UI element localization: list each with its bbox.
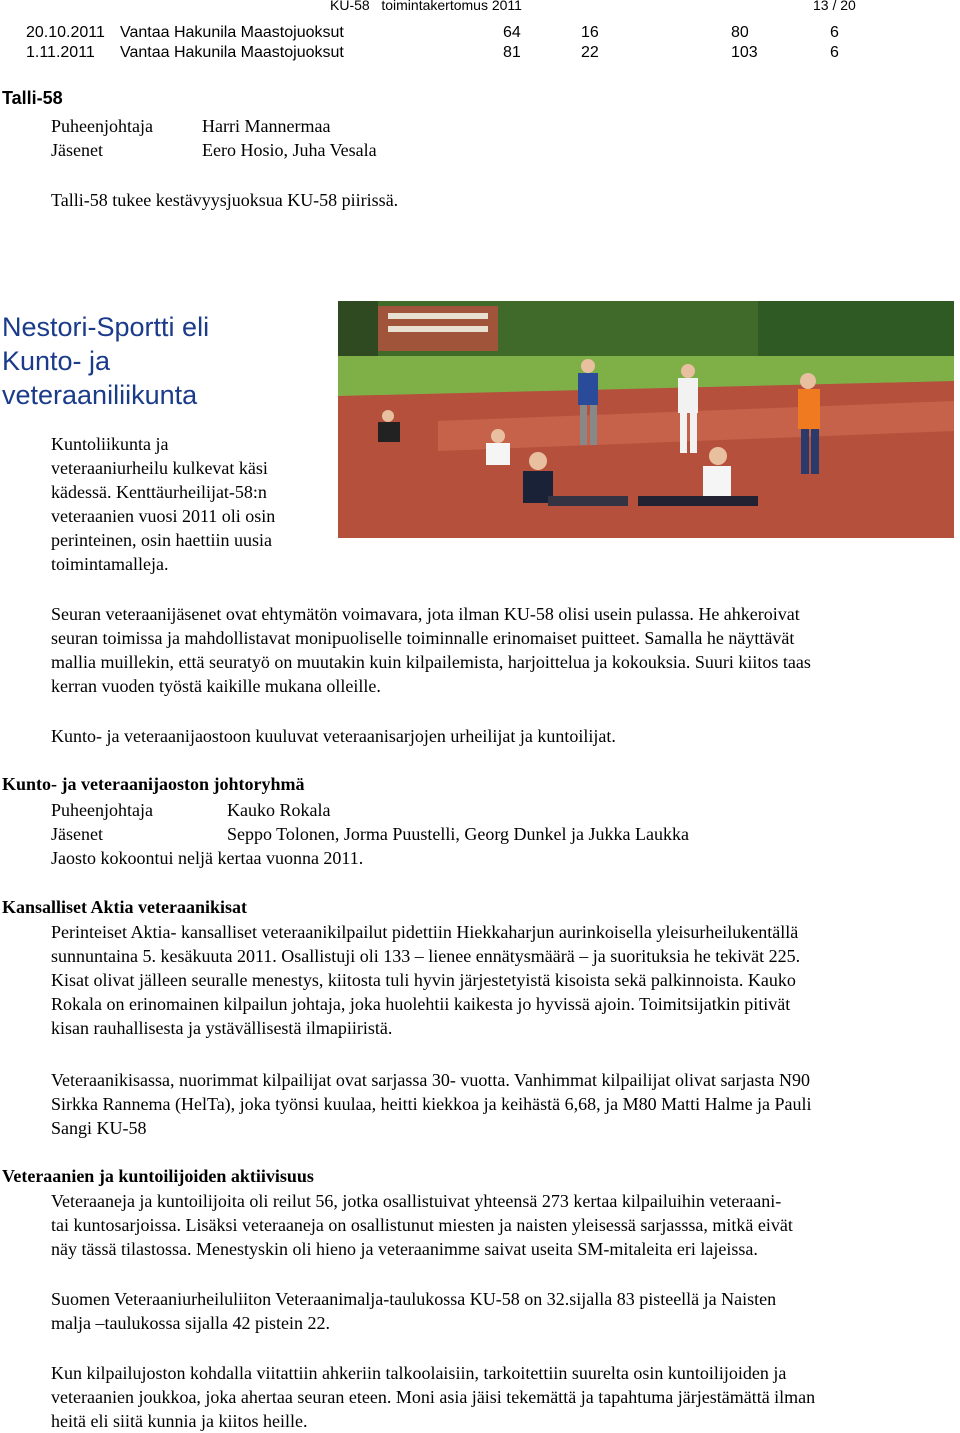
text-line: näy tässä tilastossa. Menestyskin oli hieno ja veteraanimme saivat useita SM-mitaleita eri lajeissa.	[51, 1239, 758, 1259]
result-value: 6	[830, 44, 839, 61]
text-line: seuran toimissa ja mahdollistavat monipuoliselle toiminnalle erinomaiset puitteet. Samalla he näyttävät	[51, 628, 795, 648]
result-value: 81	[503, 44, 521, 61]
text-line: Sirkka Rannema (HelTa), joka työnsi kuulaa, heitti kiekkoa ja keihästä 6,68, ja M80 Matti Halme ja Pauli	[51, 1094, 812, 1114]
result-value: 80	[731, 24, 749, 41]
johtoryhma-members-label: Jäsenet	[51, 824, 103, 844]
talli-chair-label: Puheenjohtaja	[51, 116, 153, 136]
nestori-paragraph-2: Kunto- ja veteraanijaostoon kuuluvat veteraanisarjojen urheilijat ja kuntoilijat.	[51, 726, 616, 746]
result-value: 103	[731, 44, 758, 61]
result-row	[0, 24, 960, 44]
text-line: kerran vuoden työstä kaikille mukana olleille.	[51, 676, 381, 696]
aktia-heading: Kansalliset Aktia veteraanikisat	[2, 897, 248, 917]
talli-chair: Harri Mannermaa	[202, 116, 331, 136]
text-line: Sangi KU-58	[51, 1118, 147, 1138]
text-line: veteraanien vuosi 2011 oli osin	[51, 506, 276, 526]
veterans-photo	[338, 301, 954, 538]
text-line: Perinteiset Aktia- kansalliset veteraanikilpailut pidettiin Hiekkaharjun aurinkoisella yleisurheilukentällä	[51, 922, 799, 942]
text-line: mallia muillekin, että seuratyö on muutakin kuin kilpailemista, harjoittelua ja kokouksia. Suuri kiitos taas	[51, 652, 811, 672]
text-line: veteraaniurheilu kulkevat käsi	[51, 458, 268, 478]
johtoryhma-heading: Kunto- ja veteraanijaoston johtoryhmä	[2, 774, 305, 794]
aktia-paragraph	[51, 920, 800, 1040]
result-date: 1.11.2011	[26, 44, 95, 61]
result-event: Vantaa Hakunila Maastojuoksut	[120, 44, 344, 61]
nestori-paragraph	[51, 602, 811, 698]
result-value: 64	[503, 24, 521, 41]
aktiivisuus-paragraph-2	[51, 1287, 776, 1335]
aktiivisuus-heading: Veteraanien ja kuntoilijoiden aktiivisuus	[2, 1166, 314, 1186]
johtoryhma-members: Seppo Tolonen, Jorma Puustelli, Georg Dunkel ja Jukka Laukka	[227, 824, 690, 844]
text-line: heitä eli siitä kunnia ja kiitos heille.	[51, 1411, 308, 1431]
aktiivisuus-paragraph	[51, 1189, 793, 1261]
result-value: 6	[830, 24, 839, 41]
talli-note: Talli-58 tukee kestävyysjuoksua KU-58 piirissä.	[51, 190, 399, 210]
text-line: Kisat olivat jälleen seuralle menestys, kiitosta tuli hyvin järjestetyistä kisoista sekä palkinnoista. Kauko	[51, 970, 796, 990]
heading-line: veteraaniliikunta	[2, 380, 198, 410]
nestori-intro	[51, 432, 275, 576]
aktiivisuus-paragraph-3	[51, 1361, 815, 1433]
result-event: Vantaa Hakunila Maastojuoksut	[120, 24, 344, 41]
result-row	[0, 44, 960, 64]
text-line: kisan rauhallisesta ja ystävällisestä ilmapiiristä.	[51, 1018, 393, 1038]
johtoryhma-chair: Kauko Rokala	[227, 800, 331, 820]
aktia-paragraph-2	[51, 1068, 812, 1140]
talli-heading: Talli-58	[2, 88, 63, 108]
text-line: perinteinen, osin haettiin uusia	[51, 530, 272, 550]
section-heading	[2, 310, 209, 412]
result-date: 20.10.2011	[26, 24, 105, 41]
text-line: tai kuntosarjoissa. Lisäksi veteraaneja on osallistunut miesten ja naisten yleisessä sarjasssa, mitkä eivät	[51, 1215, 793, 1235]
page-number: 13 / 20	[813, 0, 856, 13]
text-line: toimintamalleja.	[51, 554, 169, 574]
text-line: Seuran veteraanijäsenet ovat ehtymätön voimavara, jota ilman KU-58 olisi usein pulassa. He ahkeroivat	[51, 604, 800, 624]
johtoryhma-note: Jaosto kokoontui neljä kertaa vuonna 2011.	[51, 848, 364, 868]
talli-members-label: Jäsenet	[51, 140, 103, 160]
result-value: 22	[581, 44, 599, 61]
text-line: malja –taulukossa sijalla 42 pistein 22.	[51, 1313, 330, 1333]
johtoryhma-chair-label: Puheenjohtaja	[51, 800, 153, 820]
text-line: Veteraanikisassa, nuorimmat kilpailijat ovat sarjassa 30- vuotta. Vanhimmat kilpailijat olivat sarjasta N90	[51, 1070, 810, 1090]
text-line: Rokala on erinomainen kilpailun johtaja, joka huolehtii kaikesta jo hyvissä ajoin. Toimitsijatkin pitivät	[51, 994, 791, 1014]
document-title: KU-58 toimintakertomus 2011	[330, 0, 522, 13]
text-line: Kuntoliikunta ja	[51, 434, 169, 454]
heading-line: Nestori-Sportti eli	[2, 312, 210, 342]
text-line: Veteraaneja ja kuntoilijoita oli reilut 56, jotka osallistuivat yhteensä 273 kertaa kilpailuihin veteraani-	[51, 1191, 782, 1211]
text-line: sunnuntaina 5. kesäkuuta 2011. Osallistuji oli 133 – lienee ennätysmäärä – ja suorituksia he tekivät 225.	[51, 946, 801, 966]
text-line: Kun kilpailujoston kohdalla viitattiin ahkeriin talkoolaisiin, tarkoitettiin suurelta osin kuntoilijoiden ja	[51, 1363, 787, 1383]
text-line: Suomen Veteraaniurheiluliiton Veteraanimalja-taulukossa KU-58 on 32.sijalla 83 pisteellä ja Naisten	[51, 1289, 777, 1309]
talli-members: Eero Hosio, Juha Vesala	[202, 140, 377, 160]
text-line: veteraanien joukkoa, joka ahertaa seuran eteen. Moni asia jäisi tekemättä ja tapahtuma järjestämättä ilman	[51, 1387, 816, 1407]
page-header	[0, 0, 960, 17]
text-line: kädessä. Kenttäurheilijat-58:n	[51, 482, 267, 502]
heading-line: Kunto- ja	[2, 346, 111, 376]
result-value: 16	[581, 24, 599, 41]
